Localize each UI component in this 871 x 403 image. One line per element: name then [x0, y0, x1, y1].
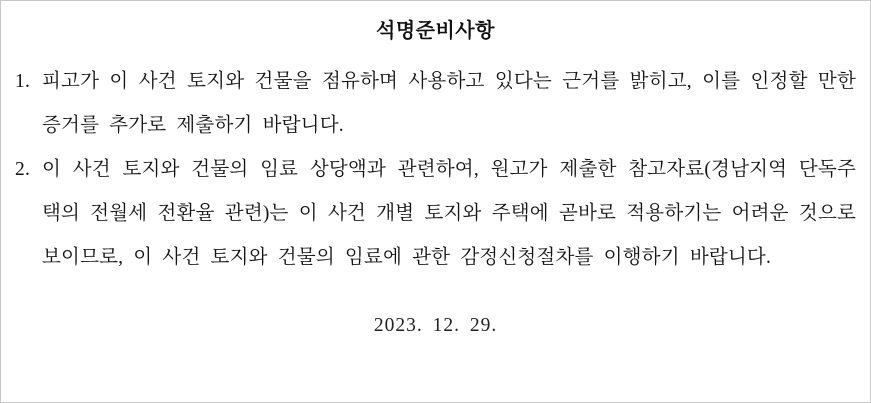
item-number: 1.: [15, 71, 31, 92]
document-date: 2023. 12. 29.: [373, 315, 498, 336]
item-number: 2.: [15, 159, 31, 180]
item-text: 이 사건 토지와 건물의 임료 상당액과 관련하여, 원고가 제출한 참고자료(경남지역 단독주택의 전월세 전환율 관련)는 이 사건 개별 토지와 주택에 곧바로 적용하기는 어려운 것으로 보이므로, 이 사건 토지와 건물의 임료에 관한 감정신청절차를 이행하기 바랍니다.: [42, 159, 856, 268]
item-text: 피고가 이 사건 토지와 건물을 점유하며 사용하고 있다는 근거를 밝히고, 이를 인정할 만한 증거를 추가로 제출하기 바랍니다.: [42, 71, 856, 136]
list-item: [15, 148, 856, 280]
list-item: [15, 60, 856, 148]
document-body: [1, 60, 870, 280]
document-title: 석명준비사항: [376, 20, 495, 42]
